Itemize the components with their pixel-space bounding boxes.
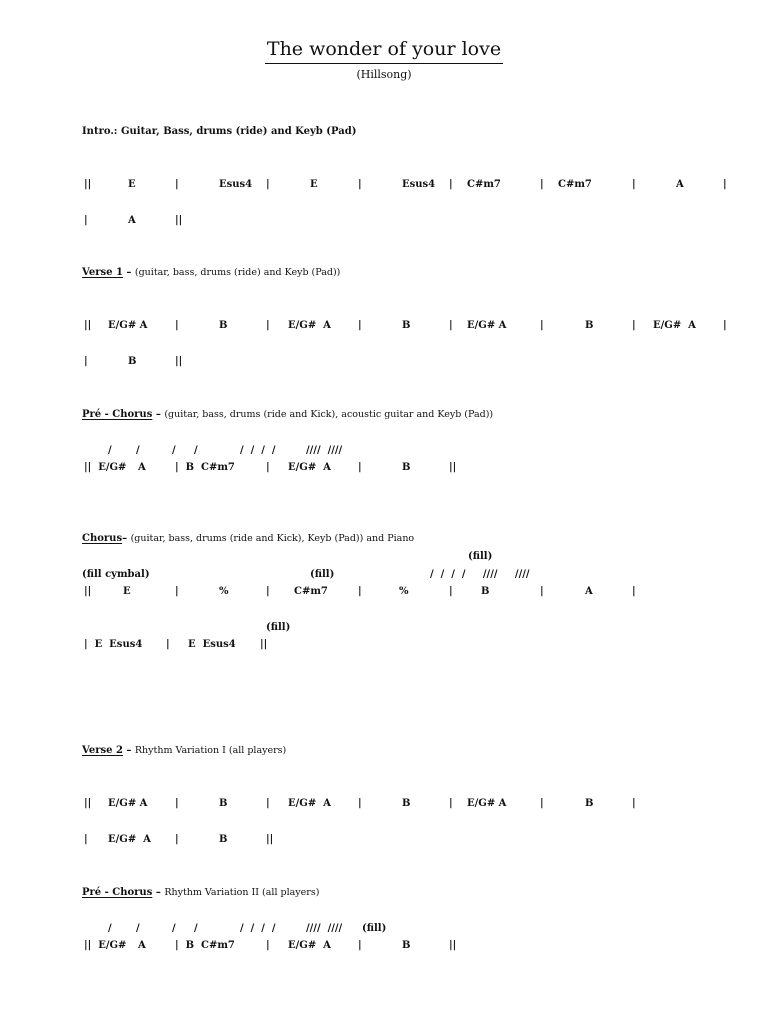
verse1-chord: B — [219, 320, 228, 331]
verse2-chord: | — [632, 798, 636, 809]
intro-heading: Intro.: Guitar, Bass, drums (ride) and Keyb (Pad) — [82, 126, 357, 137]
chorus-chord: % — [399, 586, 409, 597]
verse1-chord: B — [128, 356, 137, 367]
verse2-chord: B — [219, 798, 228, 809]
verse2-chord: E/G# A — [108, 834, 151, 845]
verse1-chord: | — [358, 320, 362, 331]
verse2-heading: Verse 2 – Rhythm Variation I (all players) — [82, 745, 287, 756]
verse2-chord: | — [84, 834, 88, 845]
chorus-slashes: / / / / //// //// — [430, 569, 530, 580]
prechorus1-slash: / — [108, 445, 112, 456]
verse1-chord: | — [266, 320, 270, 331]
prechorus1-slash: / / / / — [240, 445, 276, 456]
intro-chord: || — [84, 179, 92, 190]
prechorus1-chord: E/G# A — [288, 462, 331, 473]
prechorus2-slash: / — [108, 923, 112, 934]
verse1-chord: | — [723, 320, 727, 331]
chorus-chord: C#m7 — [294, 586, 328, 597]
prechorus1-chord: || — [449, 462, 457, 473]
prechorus2-chord: || E/G# — [84, 940, 127, 951]
prechorus1-chord: | — [266, 462, 270, 473]
prechorus1-chord: | B C#m7 — [175, 462, 235, 473]
verse2-chord: E/G# A — [288, 798, 331, 809]
intro-chord: C#m7 — [558, 179, 592, 190]
chorus-chord: B — [481, 586, 490, 597]
chorus-heading: Chorus– (guitar, bass, drums (ride and Kick), Keyb (Pad)) and Piano — [82, 533, 415, 544]
verse2-chord: E/G# A — [467, 798, 507, 809]
intro-chord: | — [540, 179, 544, 190]
intro-chord: | — [723, 179, 727, 190]
prechorus2-chord: A — [138, 940, 146, 951]
intro-chord: | — [449, 179, 453, 190]
prechorus2-slash: / — [172, 923, 176, 934]
chorus-chord: | — [266, 586, 270, 597]
chorus-chord: | — [449, 586, 453, 597]
prechorus2-chord: || — [449, 940, 457, 951]
prechorus2-chord: E/G# A — [288, 940, 331, 951]
intro-chord: | — [266, 179, 270, 190]
prechorus2-heading: Pré - Chorus – Rhythm Variation II (all players) — [82, 887, 320, 898]
verse2-chord: | — [175, 798, 179, 809]
prechorus2-chord: B — [402, 940, 411, 951]
verse2-chord: | — [358, 798, 362, 809]
verse1-chord: E/G# A — [288, 320, 331, 331]
prechorus2-slash: / / / / — [240, 923, 276, 934]
intro-chord: A — [676, 179, 684, 190]
verse1-chord: | — [84, 356, 88, 367]
verse1-heading: Verse 1 – (guitar, bass, drums (ride) and Keyb (Pad)) — [82, 267, 341, 278]
verse2-chord: | — [540, 798, 544, 809]
prechorus1-chord: || E/G# — [84, 462, 127, 473]
verse2-chord: || — [266, 834, 274, 845]
verse2-chord: | — [449, 798, 453, 809]
chorus-fill: (fill) — [266, 622, 291, 633]
chorus-chord: || — [84, 586, 92, 597]
chorus-fill: (fill) — [310, 569, 335, 580]
prechorus1-slash: / — [172, 445, 176, 456]
chorus-chord: | — [166, 639, 170, 650]
verse2-chord: | — [266, 798, 270, 809]
verse1-chord: E/G# A — [467, 320, 507, 331]
page-title: The wonder of your love — [0, 40, 768, 64]
verse1-chord: || — [84, 320, 92, 331]
intro-chord: A — [128, 215, 136, 226]
verse1-chord: E/G# A — [653, 320, 696, 331]
prechorus1-slash: / — [194, 445, 198, 456]
verse1-chord: | — [632, 320, 636, 331]
verse1-chord: || — [175, 356, 183, 367]
prechorus2-chord: | B C#m7 — [175, 940, 235, 951]
intro-chord: | — [632, 179, 636, 190]
chorus-fill: (fill) — [468, 551, 493, 562]
intro-chord: || — [175, 215, 183, 226]
verse1-chord: B — [585, 320, 594, 331]
verse2-chord: B — [219, 834, 228, 845]
chorus-chord: E — [123, 586, 131, 597]
chorus-fill-cymbal: (fill cymbal) — [82, 569, 150, 580]
intro-chord: Esus4 — [402, 179, 436, 190]
intro-chord: E — [310, 179, 318, 190]
chorus-chord: A — [585, 586, 593, 597]
chorus-chord: | — [358, 586, 362, 597]
prechorus2-chord: | — [358, 940, 362, 951]
intro-chord: | — [84, 215, 88, 226]
prechorus1-chord: A — [138, 462, 146, 473]
verse2-chord: | — [175, 834, 179, 845]
intro-chord: C#m7 — [467, 179, 501, 190]
verse1-chord: E/G# A — [108, 320, 148, 331]
prechorus2-fill: (fill) — [362, 923, 387, 934]
verse2-chord: E/G# A — [108, 798, 148, 809]
verse2-chord: B — [585, 798, 594, 809]
verse1-chord: B — [402, 320, 411, 331]
chorus-chord: | E Esus4 — [84, 639, 143, 650]
prechorus2-slash: / — [194, 923, 198, 934]
page-subtitle: (Hillsong) — [356, 68, 412, 81]
chorus-chord: | — [632, 586, 636, 597]
chorus-chord: % — [219, 586, 229, 597]
prechorus1-chord: | — [358, 462, 362, 473]
verse1-chord: | — [175, 320, 179, 331]
prechorus1-slash: //// //// — [306, 445, 343, 456]
verse1-chord: | — [540, 320, 544, 331]
chorus-chord: | — [175, 586, 179, 597]
prechorus1-slash: / — [136, 445, 140, 456]
intro-chord: | — [175, 179, 179, 190]
prechorus2-chord: | — [266, 940, 270, 951]
chorus-chord: || — [260, 639, 268, 650]
prechorus2-slash: / — [136, 923, 140, 934]
chorus-chord: E Esus4 — [188, 639, 236, 650]
chorus-chord: | — [540, 586, 544, 597]
verse2-chord: || — [84, 798, 92, 809]
verse1-chord: | — [449, 320, 453, 331]
intro-chord: | — [358, 179, 362, 190]
prechorus2-slash: //// //// — [306, 923, 343, 934]
verse2-chord: B — [402, 798, 411, 809]
intro-chord: Esus4 — [219, 179, 253, 190]
prechorus1-heading: Pré - Chorus – (guitar, bass, drums (ride and Kick), acoustic guitar and Keyb (Pad)) — [82, 409, 494, 420]
intro-chord: E — [128, 179, 136, 190]
prechorus1-chord: B — [402, 462, 411, 473]
